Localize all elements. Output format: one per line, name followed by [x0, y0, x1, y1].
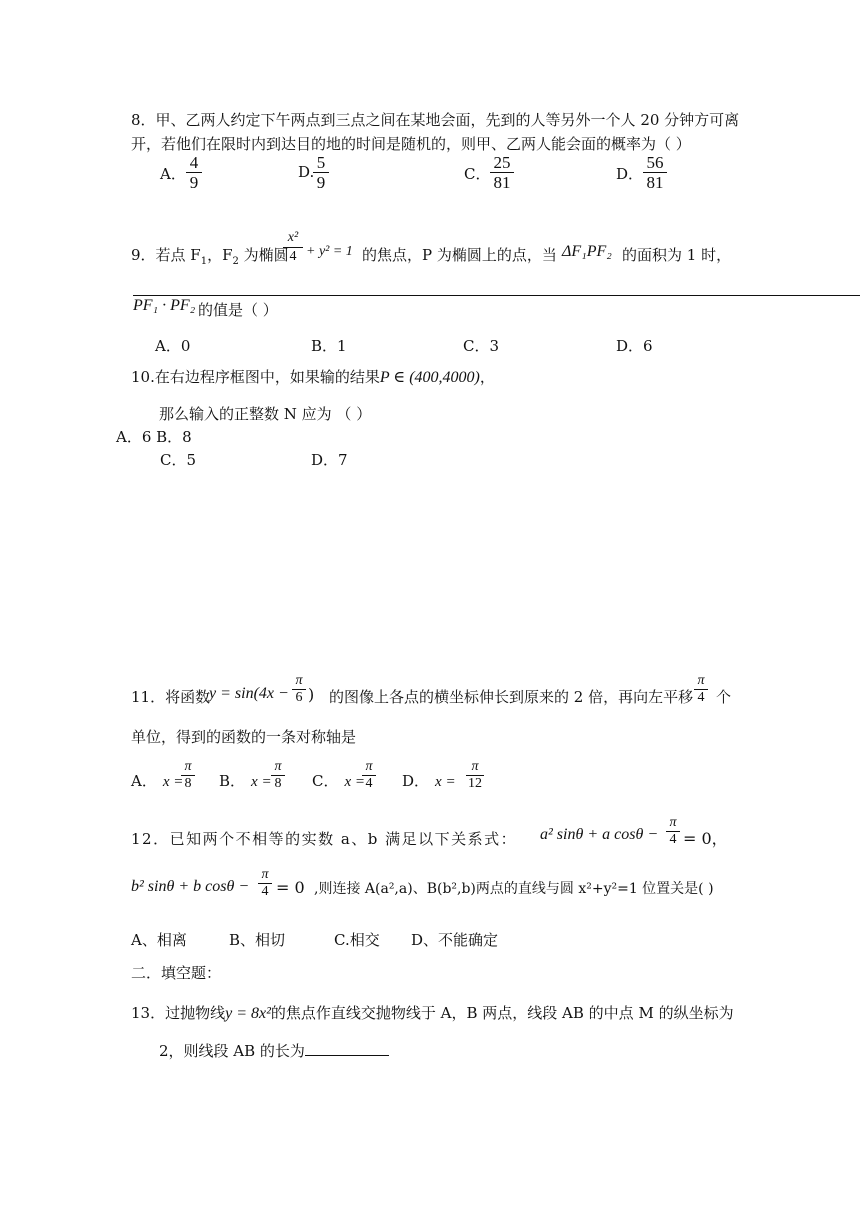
q11-line1-middle: 的图像上各点的横坐标伸长到原来的 2 倍，再向左平移 [329, 688, 694, 706]
q9-dot-expression: PF₁ · PF₂ [133, 297, 860, 315]
q11-line1-end: 个 [716, 688, 732, 706]
q11-option-a: A． x = [131, 772, 184, 790]
q9-line1-middle: 的焦点，P 为椭圆上的点，当 [362, 246, 557, 264]
q8-option-c-label: C． [464, 165, 491, 183]
q11-option-c: C． x = [312, 772, 366, 790]
q11-option-c-fraction: π 4 [362, 759, 376, 792]
q8-option-b-label: D. [298, 163, 315, 181]
section-heading: 二．填空题： [131, 964, 222, 982]
q11-shift-fraction: π 4 [694, 673, 708, 706]
q12-eq1-end: = 0， [683, 829, 728, 848]
answer-blank[interactable] [305, 1041, 389, 1056]
q11-line2: 单位，得到的函数的一条对称轴是 [131, 728, 357, 746]
q8-line2: 开，若他们在限时内到达目的地的时间是随机的，则甲、乙两人能会面的概率为（ ） [131, 135, 691, 153]
q9-ellipse-rest: + y² = 1 [306, 244, 353, 259]
q12-option-b: B、相切 [229, 931, 286, 949]
q9-option-b: B．1 [311, 337, 347, 355]
q12-eq2-fraction: π 4 [258, 867, 272, 900]
q10-line2: 那么输入的正整数 N 应为 （ ） [159, 405, 372, 423]
q12-line2-rest: ,则连接 A(a²,a)、B(b²,b)两点的直线与圆 x²+y²=1 位置关是( ) [314, 881, 714, 897]
q12-line1: 12．已知两个不相等的实数 a、b 满足以下关系式： [131, 830, 518, 848]
q12-option-a: A、相离 [131, 931, 187, 949]
q8-option-a-fraction: 4 9 [186, 153, 202, 192]
q12-eq1-fraction: π 4 [666, 815, 680, 848]
q13-line2: 2，则线段 AB 的长为 [159, 1040, 389, 1061]
q12-option-d: D、不能确定 [411, 931, 499, 949]
q8-option-d-label: D． [616, 165, 644, 183]
q10-option-d: D．7 [311, 451, 348, 469]
q10-line1: 10.在右边程序框图中，如果输的结果P ∈ (400,4000)， [131, 368, 495, 386]
q12-eq2-end: = 0 [276, 878, 305, 897]
q11-option-d: D． x = [402, 772, 456, 790]
q8-option-a-label: A． [160, 165, 186, 183]
q9-ellipse-fraction: x² 4 [283, 229, 303, 266]
q8-option-d-fraction: 56 81 [643, 153, 667, 192]
q11-option-a-fraction: π 8 [181, 759, 195, 792]
q9-triangle: ΔF₁PF₂ [562, 243, 612, 260]
q10-option-c: C．5 [160, 451, 197, 469]
q12-eq1: a² sinθ + a cosθ − [540, 826, 659, 843]
q8-line1: 8．甲、乙两人约定下午两点到三点之间在某地会面，先到的人等另外一个人 20 分钟方可离 [131, 111, 740, 129]
q9-option-a: A．0 [155, 337, 191, 355]
q10-options-row1: A．6 B．8 [116, 428, 192, 446]
q12-option-c: C.相交 [334, 931, 380, 949]
q11-option-d-fraction: π 12 [468, 759, 482, 791]
q9-option-c: C．3 [463, 337, 500, 355]
q9-option-d: D．6 [616, 337, 653, 355]
q9-line1-end: 的面积为 1 时， [622, 246, 732, 264]
q8-option-b-fraction: 5 9 [313, 153, 329, 192]
q11-label: 11．将函数 [131, 688, 211, 706]
q9-line2: 的值是（ ） [198, 301, 278, 319]
q11-function-fraction: π 6 [292, 673, 306, 706]
q11-option-b: B． x = [219, 772, 272, 790]
q11-option-b-fraction: π 8 [271, 759, 285, 792]
q12-eq2: b² sinθ + b cosθ − [131, 878, 250, 895]
q13-line1: 13．过抛物线y = 8x²的焦点作直线交抛物线于 A，B 两点，线段 AB 的中点 M 的纵坐标为 [131, 1004, 734, 1022]
q11-close-paren: ) [308, 685, 315, 704]
q11-function: y = sin(4x − [209, 685, 289, 702]
q9-line1: 9．若点 $F_1$，$F_2$ 为椭圆 [131, 246, 289, 267]
q8-option-c-fraction: 25 81 [490, 153, 514, 192]
